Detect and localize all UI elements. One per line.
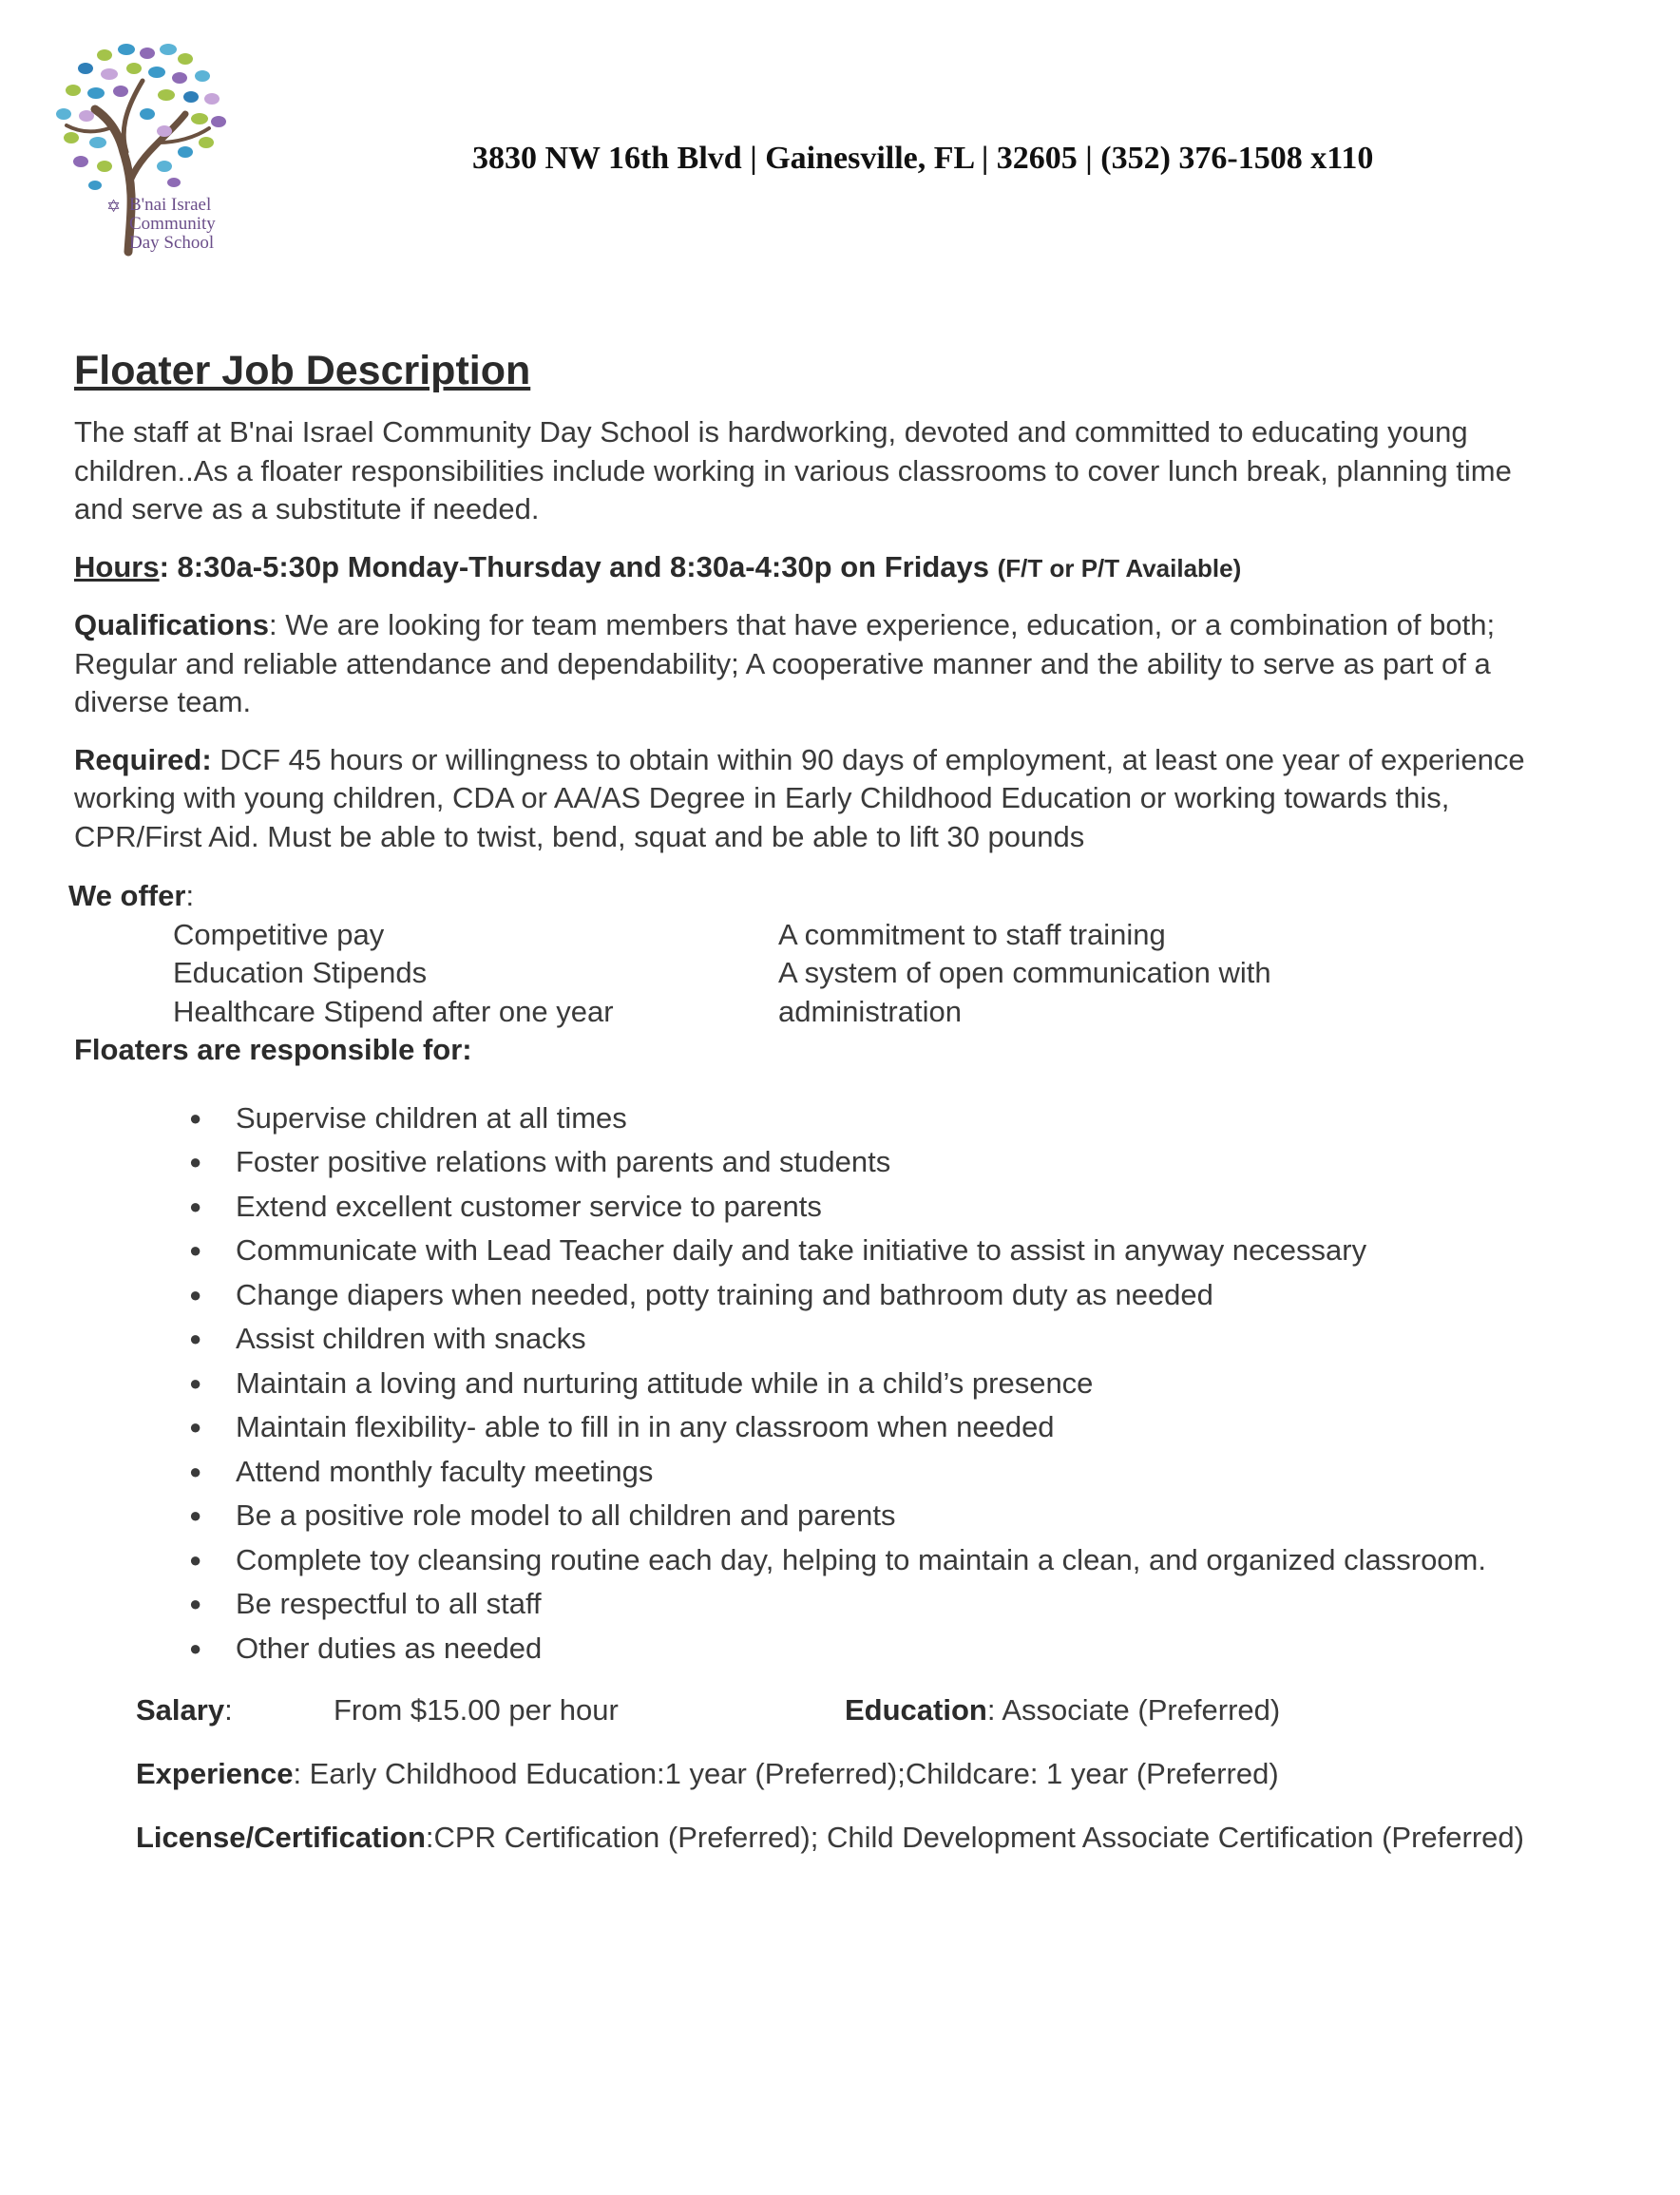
list-item: ● Assist children with snacks: [236, 1317, 1585, 1362]
license-label: License/Certification: [136, 1821, 426, 1854]
list-item: ● Be respectful to all staff: [236, 1582, 1585, 1627]
experience-label: Experience: [136, 1757, 294, 1790]
list-item: ● Extend excellent customer service to parents: [236, 1185, 1585, 1230]
offer-item: A system of open communication with administration: [778, 956, 1271, 1028]
salary-value: From $15.00 per hour: [334, 1693, 619, 1727]
intro-paragraph: The staff at B'nai Israel Community Day School is hardworking, devoted and committed to educating young children..As a floater responsibilities include working in various classrooms to cover lunch break, planning time and serve as a substitute if needed.: [74, 415, 1512, 525]
hours-label: Hours: [74, 549, 160, 583]
experience-value: : Early Childhood Education:1 year (Preferred);Childcare: 1 year (Preferred): [293, 1757, 1279, 1790]
hours-note: (F/T or P/T Available): [997, 553, 1242, 582]
offer-column-left: [74, 916, 778, 1032]
required-label: Required:: [74, 742, 212, 776]
education-value: : Associate (Preferred): [986, 1693, 1281, 1727]
list-item: ● Maintain flexibility- able to fill in in any classroom when needed: [236, 1405, 1585, 1450]
list-item: ● Communicate with Lead Teacher daily and take initiative to assist in anyway necessary: [236, 1229, 1585, 1273]
list-item: ● Change diapers when needed, potty training and bathroom duty as needed: [236, 1273, 1585, 1318]
job-details: [74, 1691, 1547, 1857]
list-item: ● Other duties as needed: [236, 1627, 1585, 1671]
list-item: ● Be a positive role model to all children and parents: [236, 1494, 1585, 1538]
responsibilities-list: [74, 1097, 1537, 1671]
required-paragraph: [74, 741, 1537, 857]
hours-line: [74, 548, 1537, 588]
salary-colon: :: [224, 1693, 233, 1727]
offer-item: Education Stipends: [173, 956, 428, 989]
list-item: ● Attend monthly faculty meetings: [236, 1450, 1585, 1495]
logo-line: B'nai Israel: [129, 195, 212, 215]
offer-item: Healthcare Stipend after one year: [173, 994, 614, 1028]
required-text: DCF 45 hours or willingness to obtain within 90 days of employment, at least one year of experience working with young children, CDA or AA/AS Degree in Early Childhood Education or working towards this, CPR/First Aid. Must be able to twist, bend, squat and be able to lift 30 pounds: [74, 742, 1525, 853]
page-title: Floater Job Description: [74, 348, 531, 393]
qualifications-label: Qualifications: [74, 608, 269, 641]
star-of-david-icon: ✡: [106, 197, 122, 216]
list-item: ● Complete toy cleansing routine each day, helping to maintain a clean, and organized classroom.: [236, 1538, 1585, 1583]
offer-colon: :: [185, 879, 195, 912]
logo-line: Community: [129, 214, 216, 234]
job-description: [68, 347, 1537, 1857]
salary-education-row: [136, 1691, 1547, 1729]
offer-item: Competitive pay: [173, 917, 385, 951]
offer-item: A commitment to staff training: [778, 917, 1166, 951]
experience-row: [136, 1755, 1547, 1793]
experience-cell: [136, 1755, 1279, 1793]
school-address: 3830 NW 16th Blvd | Gainesville, FL | 32605 | (352) 376-1508 x110: [472, 141, 1374, 176]
salary-label: Salary: [136, 1693, 225, 1727]
offer-column-right: [778, 916, 1367, 1032]
qualifications-text: : We are looking for team members that have experience, education, or a combination of both; Regular and reliable attendance and dependability; A cooperative manner and the ability to serve as part of a diverse team.: [74, 608, 1496, 718]
license-value: :CPR Certification (Preferred); Child Development Associate Certification (Preferred): [425, 1821, 1524, 1854]
offer-heading: [68, 877, 1537, 916]
list-item: ● Supervise children at all times: [236, 1097, 1585, 1141]
logo-line: Day School: [129, 233, 215, 253]
hours-text: : 8:30a-5:30p Monday-Thursday and 8:30a-4:30p on Fridays: [159, 549, 998, 583]
list-item: ● Foster positive relations with parents and students: [236, 1140, 1585, 1185]
salary-label-cell: [136, 1691, 334, 1729]
license-row: [136, 1819, 1547, 1857]
responsibilities-heading: Floaters are responsible for:: [74, 1033, 472, 1066]
license-cell: [136, 1819, 1524, 1857]
offer-section: [68, 877, 1537, 1070]
education-cell: [845, 1691, 1280, 1729]
offer-label: We offer: [68, 879, 186, 912]
education-label: Education: [845, 1693, 987, 1727]
list-item: ● Maintain a loving and nurturing attitude while in a child’s presence: [236, 1362, 1585, 1406]
school-logo-text: [106, 195, 216, 253]
qualifications-paragraph: [74, 606, 1537, 722]
offer-list: [74, 916, 1537, 1032]
